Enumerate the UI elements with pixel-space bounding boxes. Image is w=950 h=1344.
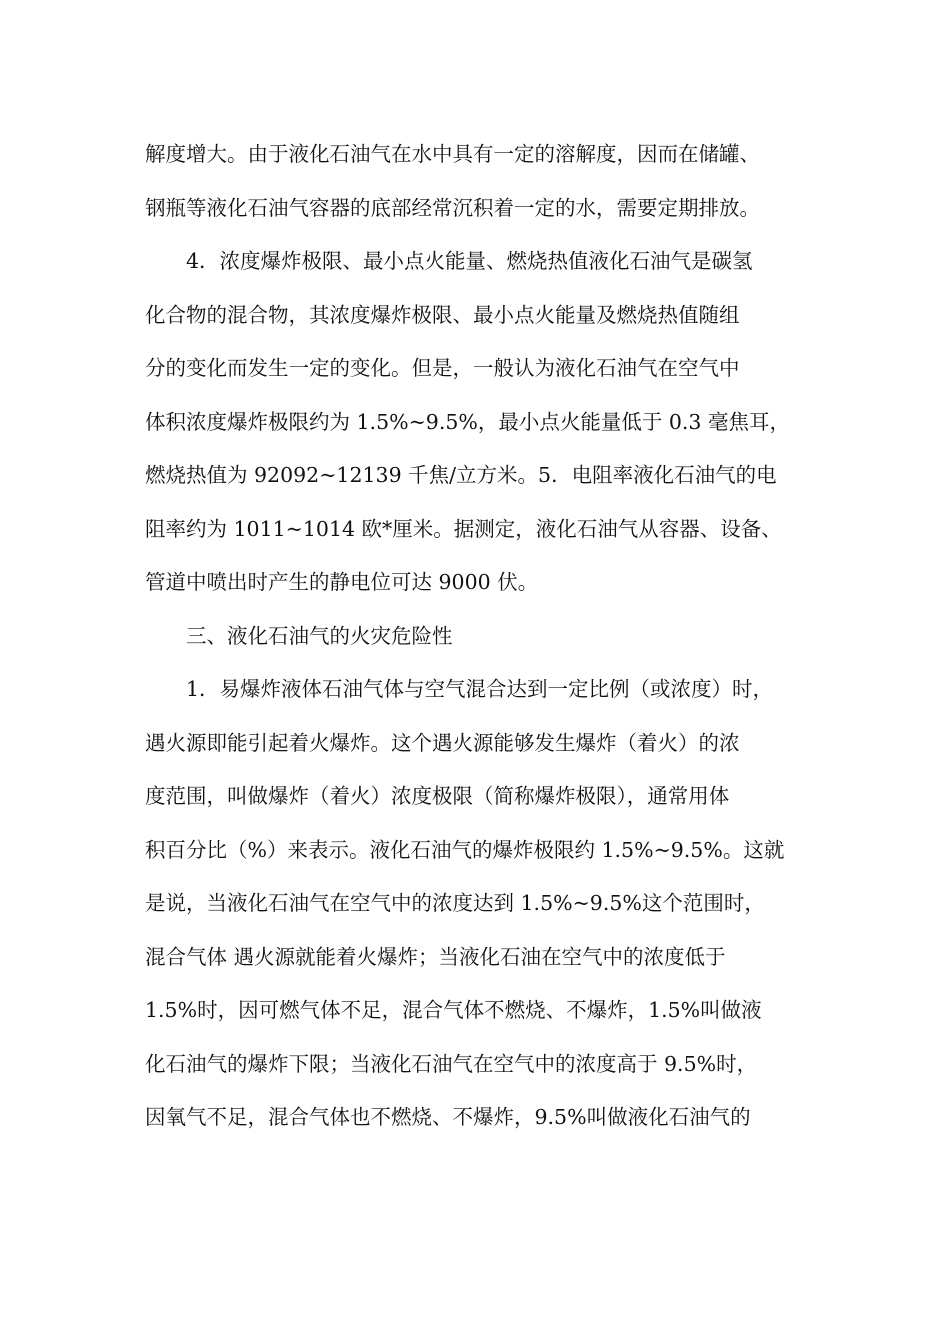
- text-line: 体积浓度爆炸极限约为 1.5%~9.5%，最小点火能量低于 0.3 毫焦耳，: [145, 409, 790, 434]
- text-line: 混合气体 遇火源就能着火爆炸；当液化石油在空气中的浓度低于: [145, 944, 726, 969]
- text-line: 是说，当液化石油气在空气中的浓度达到 1.5%~9.5%这个范围时，: [145, 891, 765, 915]
- text-line: 4．浓度爆炸极限、最小点火能量、燃烧热值液化石油气是碳氢: [186, 249, 753, 273]
- text-line: 化合物的混合物，其浓度爆炸极限、最小点火能量及燃烧热值随组: [145, 302, 740, 327]
- text-line: 积百分比（%）来表示。液化石油气的爆炸极限约 1.5%~9.5%。这就: [145, 837, 785, 862]
- text-line: 1.5%时，因可燃气体不足，混合气体不燃烧、不爆炸，1.5%叫做液: [145, 998, 762, 1022]
- text-line: 遇火源即能引起着火爆炸。这个遇火源能够发生爆炸（着火）的浓: [145, 730, 740, 755]
- text-line: 度范围，叫做爆炸（着火）浓度极限（简称爆炸极限），通常用体: [145, 784, 730, 808]
- text-line: 解度增大。由于液化石油气在水中具有一定的溶解度，因而在储罐、: [145, 142, 760, 166]
- text-line: 1．易爆炸液体石油气体与空气混合达到一定比例（或浓度）时，: [186, 677, 774, 701]
- text-line: 管道中喷出时产生的静电位可达 9000 伏。: [145, 570, 539, 594]
- text-line: 阻率约为 1011~1014 欧*厘米。据测定，液化石油气从容器、设备、: [145, 516, 782, 541]
- body-text: [145, 128, 830, 1145]
- text-line: 燃烧热值为 92092~12139 千焦/立方米。5．电阻率液化石油气的电: [145, 463, 777, 487]
- text-line: 因氧气不足，混合气体也不燃烧、不爆炸，9.5%叫做液化石油气的: [145, 1105, 751, 1129]
- text-line: 化石油气的爆炸下限；当液化石油气在空气中的浓度高于 9.5%时，: [145, 1051, 758, 1076]
- section-heading: 三、液化石油气的火灾危险性: [186, 623, 453, 648]
- text-line: 分的变化而发生一定的变化。但是，一般认为液化石油气在空气中: [145, 356, 740, 380]
- text-line: 钢瓶等液化石油气容器的底部经常沉积着一定的水，需要定期排放。: [145, 195, 760, 220]
